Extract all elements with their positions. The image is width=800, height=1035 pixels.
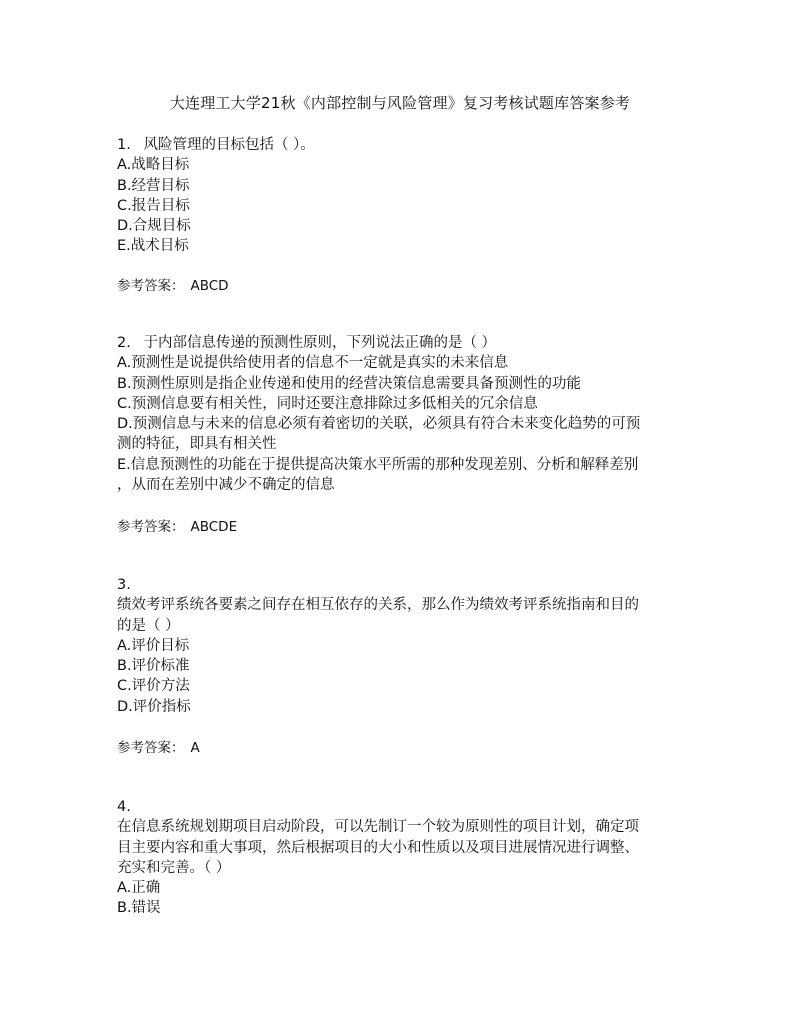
- option: A.评价目标: [117, 637, 190, 654]
- question-stem: 绩效考评系统各要素之间存在相互依存的关系，那么作为绩效考评系统指南和目的: [117, 597, 639, 614]
- question-stem: 目主要内容和重大事项，然后根据项目的大小和性质以及项目进展情况进行调整、: [117, 839, 639, 856]
- option: C.评价方法: [117, 678, 190, 695]
- answer-label: 参考答案：: [117, 519, 185, 535]
- option: B.评价标准: [117, 658, 190, 675]
- question-1: [117, 135, 687, 257]
- option: B.错误: [117, 900, 161, 917]
- question-1-header: [117, 135, 687, 155]
- question-number: 3.: [117, 577, 131, 593]
- option: C.报告目标: [117, 197, 190, 214]
- answer-value: ABCD: [190, 278, 229, 294]
- answer-label: 参考答案：: [117, 278, 185, 294]
- question-number: 1.: [117, 137, 131, 153]
- question-number: 4.: [117, 799, 131, 815]
- question-2-header: [117, 333, 687, 353]
- option: D.评价指标: [117, 698, 191, 715]
- option: A.预测性是说提供给使用者的信息不一定就是真实的未来信息: [117, 355, 509, 372]
- answer-3: [117, 738, 200, 758]
- answer-label: 参考答案：: [117, 740, 185, 756]
- question-stem: 充实和完善。（ ）: [117, 859, 231, 876]
- option: D.预测信息与未来的信息必须有着密切的关联，必须具有符合未来变化趋势的可预: [117, 416, 641, 433]
- answer-value: ABCDE: [190, 519, 238, 535]
- option-continuation: 测的特征，即具有相关性: [117, 436, 277, 453]
- question-stem: 的是（ ）: [117, 617, 180, 634]
- option: B.预测性原则是指企业传递和使用的经营决策信息需要具备预测性的功能: [117, 375, 582, 392]
- answer-1: [117, 276, 229, 296]
- option: C.预测信息要有相关性，同时还要注意排除过多低相关的冗余信息: [117, 395, 538, 412]
- question-4: [117, 797, 687, 919]
- question-3: [117, 575, 687, 717]
- document-title: 大连理工大学21秋《内部控制与风险管理》复习考核试题库答案参考: [169, 94, 631, 112]
- question-number: 2.: [117, 335, 131, 351]
- question-stem: 于内部信息传递的预测性原则，下列说法正确的是（ ）: [143, 335, 497, 351]
- option: A.正确: [117, 880, 161, 897]
- option: E.战术目标: [117, 238, 189, 255]
- option: D.合规目标: [117, 218, 191, 235]
- question-stem: 风险管理的目标包括（ ）。: [143, 137, 315, 153]
- question-2: [117, 333, 687, 495]
- answer-2: [117, 517, 237, 537]
- option: A.战略目标: [117, 157, 190, 174]
- option-continuation: ，从而在差别中减少不确定的信息: [117, 477, 335, 494]
- answer-value: A: [190, 740, 200, 756]
- option: B.经营目标: [117, 177, 190, 194]
- question-stem: 在信息系统规划期项目启动阶段，可以先制订一个较为原则性的项目计划，确定项: [117, 819, 639, 836]
- option: E.信息预测性的功能在于提供提高决策水平所需的那种发现差别、分析和解释差别: [117, 456, 639, 473]
